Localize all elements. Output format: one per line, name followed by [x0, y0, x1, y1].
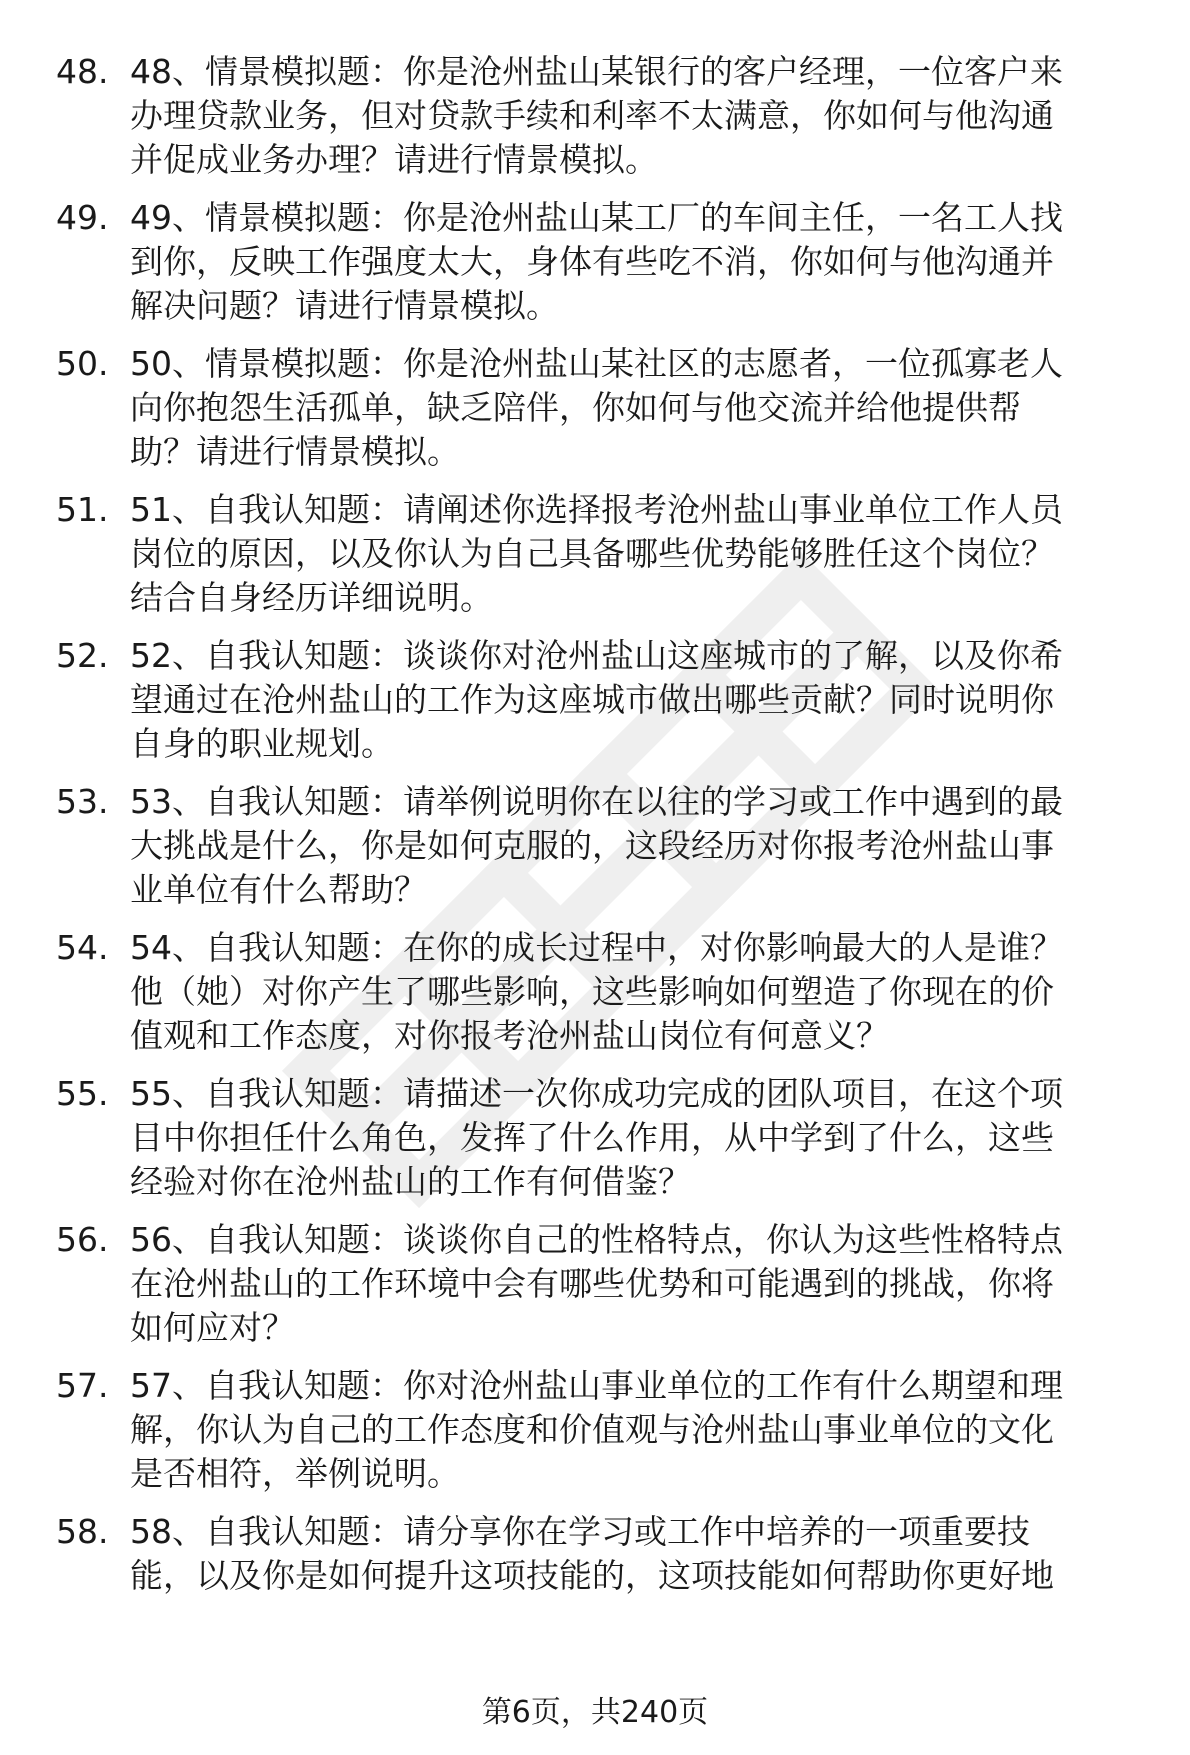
question-item-52 [0, 634, 1190, 774]
question-line: 岗位的原因，以及你认为自己具备哪些优势能够胜任这个岗位？ [130, 534, 1054, 573]
question-line: 49、情景模拟题：你是沧州盐山某工厂的车间主任，一名工人找 [130, 198, 1063, 237]
question-number: 58. [56, 1512, 109, 1551]
question-text [130, 1072, 1150, 1204]
question-line: 57、自我认知题：你对沧州盐山事业单位的工作有什么期望和理 [130, 1366, 1063, 1405]
question-text [130, 1218, 1150, 1350]
question-text [130, 1510, 1150, 1598]
question-line: 55、自我认知题：请描述一次你成功完成的团队项目，在这个项 [130, 1074, 1063, 1113]
question-number: 54. [56, 928, 109, 967]
question-number: 50. [56, 344, 109, 383]
question-line: 到你，反映工作强度太大，身体有些吃不消，你如何与他沟通并 [130, 242, 1054, 281]
question-number: 56. [56, 1220, 109, 1259]
question-item-49 [0, 196, 1190, 336]
question-text [130, 50, 1150, 182]
question-number: 55. [56, 1074, 109, 1113]
question-text [130, 196, 1150, 328]
question-line: 大挑战是什么，你是如何克服的，这段经历对你报考沧州盐山事 [130, 826, 1054, 865]
question-line: 值观和工作态度，对你报考沧州盐山岗位有何意义？ [130, 1016, 889, 1055]
question-line: 58、自我认知题：请分享你在学习或工作中培养的一项重要技 [130, 1512, 1030, 1551]
question-line: 并促成业务办理？请进行情景模拟。 [130, 140, 658, 179]
question-line: 目中你担任什么角色，发挥了什么作用，从中学到了什么，这些 [130, 1118, 1054, 1157]
question-line: 解决问题？请进行情景模拟。 [130, 286, 559, 325]
question-line: 自身的职业规划。 [130, 724, 394, 763]
question-line: 结合自身经历详细说明。 [130, 578, 493, 617]
question-item-53 [0, 780, 1190, 920]
question-item-50 [0, 342, 1190, 482]
question-line: 解，你认为自己的工作态度和价值观与沧州盐山事业单位的文化 [130, 1410, 1054, 1449]
question-item-48 [0, 50, 1190, 190]
question-line: 如何应对？ [130, 1308, 295, 1347]
question-number: 49. [56, 198, 109, 237]
question-text [130, 634, 1150, 766]
question-text [130, 1364, 1150, 1496]
question-number: 51. [56, 490, 109, 529]
page-footer: 第6页，共240页 [481, 1695, 709, 1730]
question-line: 业单位有什么帮助？ [130, 870, 427, 909]
question-text [130, 342, 1150, 474]
question-line: 是否相符，举例说明。 [130, 1454, 460, 1493]
question-item-55 [0, 1072, 1190, 1212]
question-line: 52、自我认知题：谈谈你对沧州盐山这座城市的了解，以及你希 [130, 636, 1063, 675]
question-line: 在沧州盐山的工作环境中会有哪些优势和可能遇到的挑战，你将 [130, 1264, 1054, 1303]
question-line: 54、自我认知题：在你的成长过程中，对你影响最大的人是谁？ [130, 928, 1063, 967]
question-line: 经验对你在沧州盐山的工作有何借鉴？ [130, 1162, 691, 1201]
question-line: 他（她）对你产生了哪些影响，这些影响如何塑造了你现在的价 [130, 972, 1054, 1011]
question-item-56 [0, 1218, 1190, 1358]
question-line: 能，以及你是如何提升这项技能的，这项技能如何帮助你更好地 [130, 1556, 1054, 1595]
question-line: 办理贷款业务，但对贷款手续和利率不太满意，你如何与他沟通 [130, 96, 1054, 135]
question-number: 53. [56, 782, 109, 821]
question-text [130, 780, 1150, 912]
question-number: 57. [56, 1366, 109, 1405]
question-number: 52. [56, 636, 109, 675]
question-item-58 [0, 1510, 1190, 1650]
question-item-57 [0, 1364, 1190, 1504]
question-line: 53、自我认知题：请举例说明你在以往的学习或工作中遇到的最 [130, 782, 1063, 821]
question-line: 助？请进行情景模拟。 [130, 432, 460, 471]
question-line: 向你抱怨生活孤单，缺乏陪伴，你如何与他交流并给他提供帮 [130, 388, 1021, 427]
question-item-54 [0, 926, 1190, 1066]
question-text [130, 926, 1150, 1058]
question-line: 51、自我认知题：请阐述你选择报考沧州盐山事业单位工作人员 [130, 490, 1063, 529]
question-line: 48、情景模拟题：你是沧州盐山某银行的客户经理，一位客户来 [130, 52, 1063, 91]
question-line: 50、情景模拟题：你是沧州盐山某社区的志愿者，一位孤寡老人 [130, 344, 1063, 383]
question-line: 望通过在沧州盐山的工作为这座城市做出哪些贡献？同时说明你 [130, 680, 1054, 719]
question-number: 48. [56, 52, 109, 91]
question-text [130, 488, 1150, 620]
question-item-51 [0, 488, 1190, 628]
question-line: 56、自我认知题：谈谈你自己的性格特点，你认为这些性格特点 [130, 1220, 1063, 1259]
